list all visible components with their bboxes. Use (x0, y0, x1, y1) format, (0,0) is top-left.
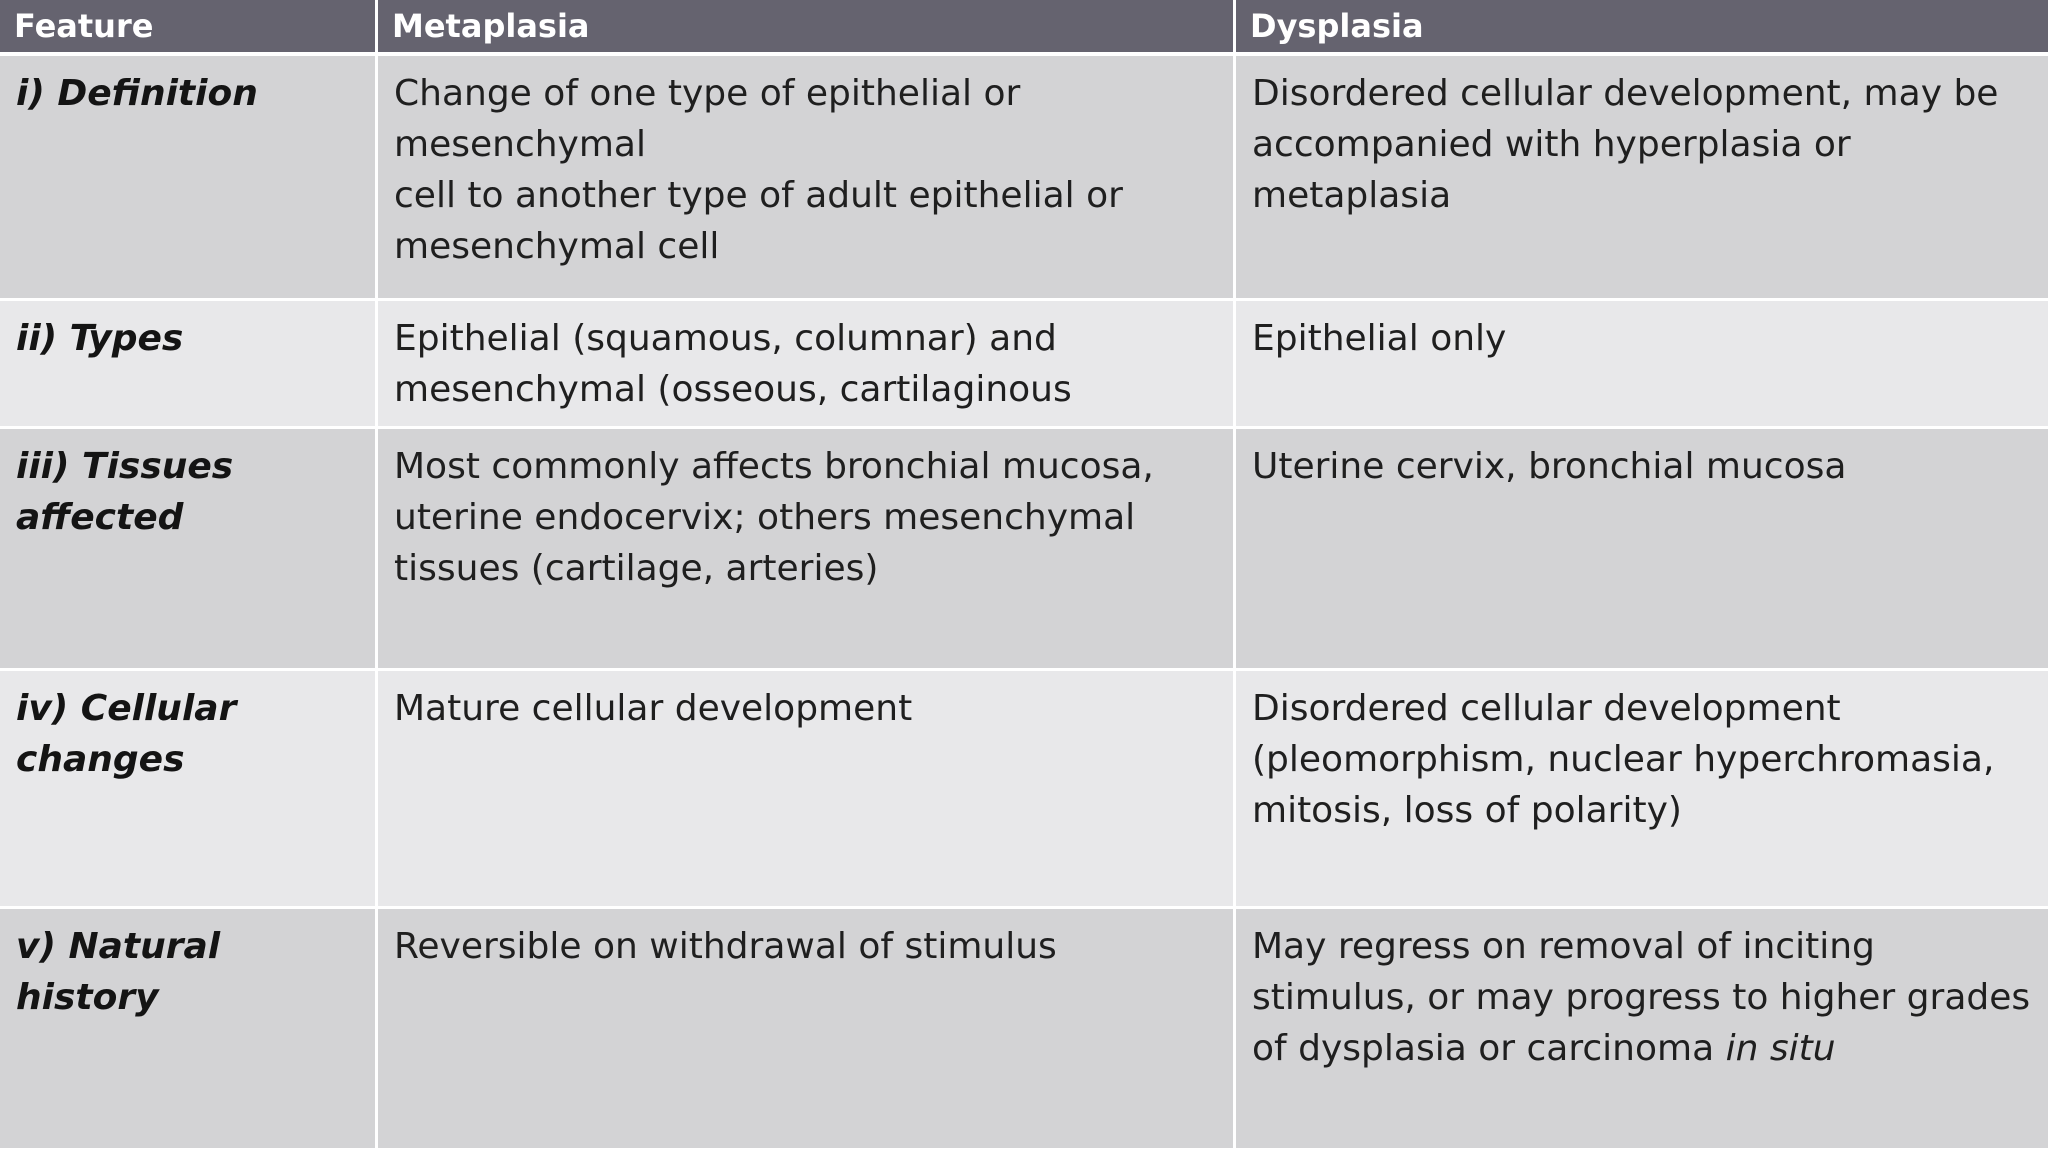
feature-cell: v) Natural history (0, 909, 378, 1151)
feature-cell: i) Definition (0, 56, 378, 301)
feature-cell: iii) Tissues affected (0, 429, 378, 671)
table-body (0, 56, 2048, 1151)
table-row (0, 56, 2048, 301)
dysplasia-cell: Uterine cervix, bronchial mucosa (1236, 429, 2048, 671)
header-metaplasia: Metaplasia (378, 0, 1236, 56)
dysplasia-cell: Epithelial only (1236, 301, 2048, 429)
feature-cell: iv) Cellular changes (0, 671, 378, 909)
header-feature: Feature (0, 0, 378, 56)
header-row (0, 0, 2048, 56)
metaplasia-cell: Mature cellular development (378, 671, 1236, 909)
table-row (0, 909, 2048, 1151)
table-row (0, 671, 2048, 909)
table-row (0, 301, 2048, 429)
metaplasia-cell: Epithelial (squamous, columnar) and mesenchymal (osseous, cartilaginous (378, 301, 1236, 429)
dysplasia-text: May regress on removal of inciting stimulus, or may progress to higher grades of dysplasia or carcinoma (1252, 926, 2031, 1069)
dysplasia-cell: Disordered cellular development, may be accompanied with hyperplasia or metaplasia (1236, 56, 2048, 301)
dysplasia-cell: Disordered cellular development (pleomorphism, nuclear hyperchromasia, mitosis, loss of polarity) (1236, 671, 2048, 909)
in-situ-text: in situ (1725, 1028, 1836, 1069)
table-header (0, 0, 2048, 56)
metaplasia-cell: Change of one type of epithelial or mesenchymal cell to another type of adult epithelial or mesenchymal cell (378, 56, 1236, 301)
feature-cell: ii) Types (0, 301, 378, 429)
metaplasia-cell: Most commonly affects bronchial mucosa, uterine endocervix; others mesenchymal tissues (cartilage, arteries) (378, 429, 1236, 671)
metaplasia-cell: Reversible on withdrawal of stimulus (378, 909, 1236, 1151)
dysplasia-cell (1236, 909, 2048, 1151)
table-row (0, 429, 2048, 671)
header-dysplasia: Dysplasia (1236, 0, 2048, 56)
